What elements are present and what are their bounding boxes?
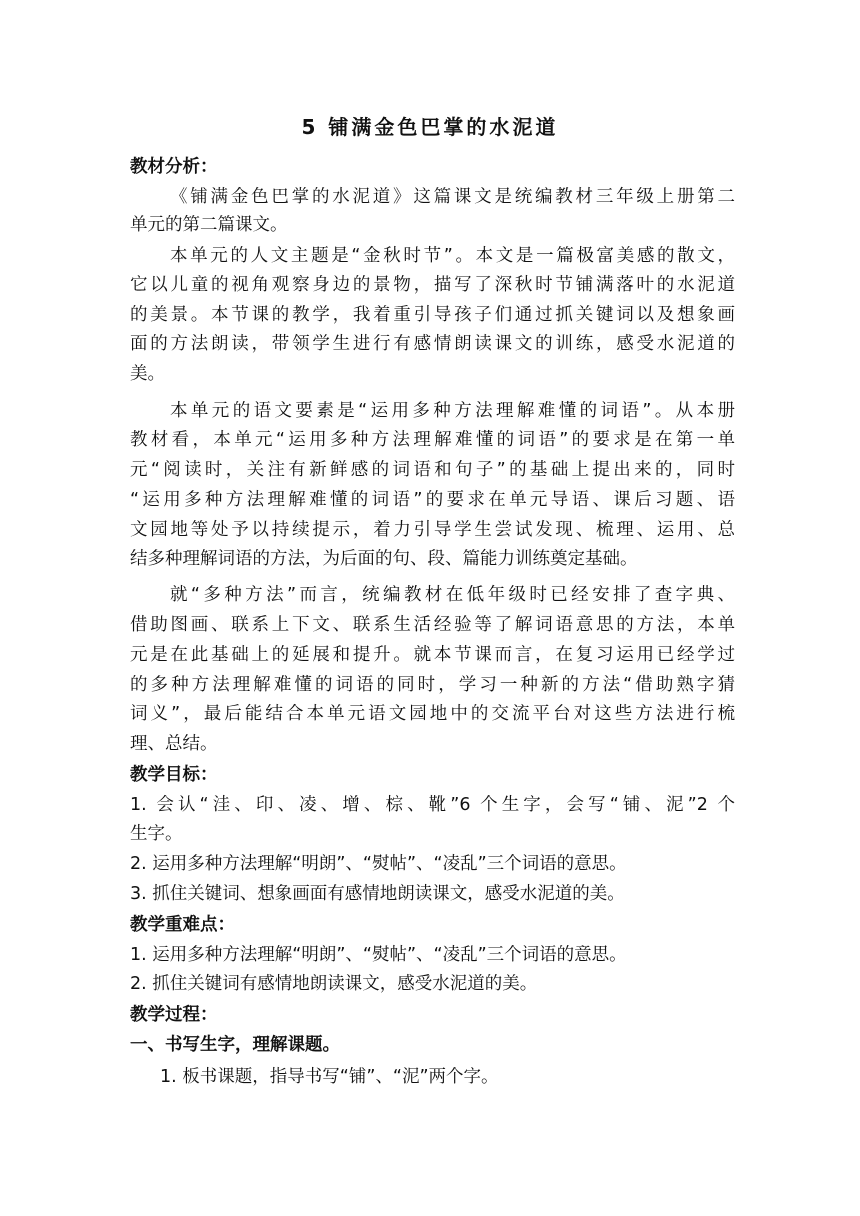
section-heading: 一、书写生字，理解课题。 (130, 1035, 340, 1055)
heading-analysis: 教材分析： (130, 157, 218, 177)
list-item: 生字。 (130, 824, 183, 844)
paragraph-line: 词义”，最后能结合本单元语文园地中的交流平台对这些方法进行梳 (130, 704, 735, 724)
list-item: 1. 板书课题，指导书写“铺”、“泥”两个字。 (160, 1067, 499, 1087)
list-item: 2. 运用多种方法理解“明朗”、“熨帖”、“凌乱”三个词语的意思。 (130, 854, 627, 874)
list-item: 3. 抓住关键词、想象画面有感情地朗读课文，感受水泥道的美。 (130, 884, 625, 904)
paragraph-line: 本单元的语文要素是“运用多种方法理解难懂的词语”。从本册 (170, 401, 735, 421)
paragraph-line: 的多种方法理解难懂的词语的同时，学习一种新的方法“借助熟字猜 (130, 675, 735, 695)
paragraph-line: 借助图画、联系上下文、联系生活经验等了解词语意思的方法，本单 (130, 615, 735, 635)
list-item: 1. 会认“洼、印、凌、增、棕、靴”6 个生字，会写“铺、泥”2 个 (130, 795, 735, 815)
paragraph-line: 的美景。本节课的教学，我着重引导孩子们通过抓关键词以及想象画 (130, 305, 735, 325)
paragraph-line: 元是在此基础上的延展和提升。就本节课而言，在复习运用已经学过 (130, 645, 735, 665)
paragraph-line: 本单元的人文主题是“金秋时节”。本文是一篇极富美感的散文， (170, 246, 735, 266)
paragraph-line: 理、总结。 (130, 734, 218, 754)
paragraph-line: 元“阅读时，关注有新鲜感的词语和句子”的基础上提出来的，同时 (130, 460, 735, 480)
paragraph-line: “运用多种方法理解难懂的词语”的要求在单元导语、课后习题、语 (130, 490, 735, 510)
paragraph-line: 教材看，本单元“运用多种方法理解难懂的词语”的要求是在第一单 (130, 430, 735, 450)
list-item: 1. 运用多种方法理解“明朗”、“熨帖”、“凌乱”三个词语的意思。 (130, 945, 627, 965)
paragraph-line: 《铺满金色巴掌的水泥道》这篇课文是统编教材三年级上册第二 (170, 187, 735, 207)
list-item: 2. 抓住关键词有感情地朗读课文，感受水泥道的美。 (130, 974, 538, 994)
heading-goals: 教学目标： (130, 765, 218, 785)
heading-key-points: 教学重难点： (130, 915, 235, 935)
paragraph-line: 就“多种方法”而言，统编教材在低年级时已经安排了查字典、 (170, 585, 735, 605)
heading-process: 教学过程： (130, 1005, 218, 1025)
paragraph-line: 文园地等处予以持续提示，着力引导学生尝试发现、梳理、运用、总 (130, 520, 735, 540)
paragraph-line: 单元的第二篇课文。 (130, 215, 288, 235)
paragraph-line: 结多种理解词语的方法，为后面的句、段、篇能力训练奠定基础。 (130, 549, 638, 569)
page-title: 5 铺满金色巴掌的水泥道 (301, 115, 559, 139)
paragraph-line: 面的方法朗读，带领学生进行有感情朗读课文的训练，感受水泥道的 (130, 334, 735, 354)
paragraph-line: 美。 (130, 364, 165, 384)
paragraph-line: 它以儿童的视角观察身边的景物，描写了深秋时节铺满落叶的水泥道 (130, 275, 735, 295)
